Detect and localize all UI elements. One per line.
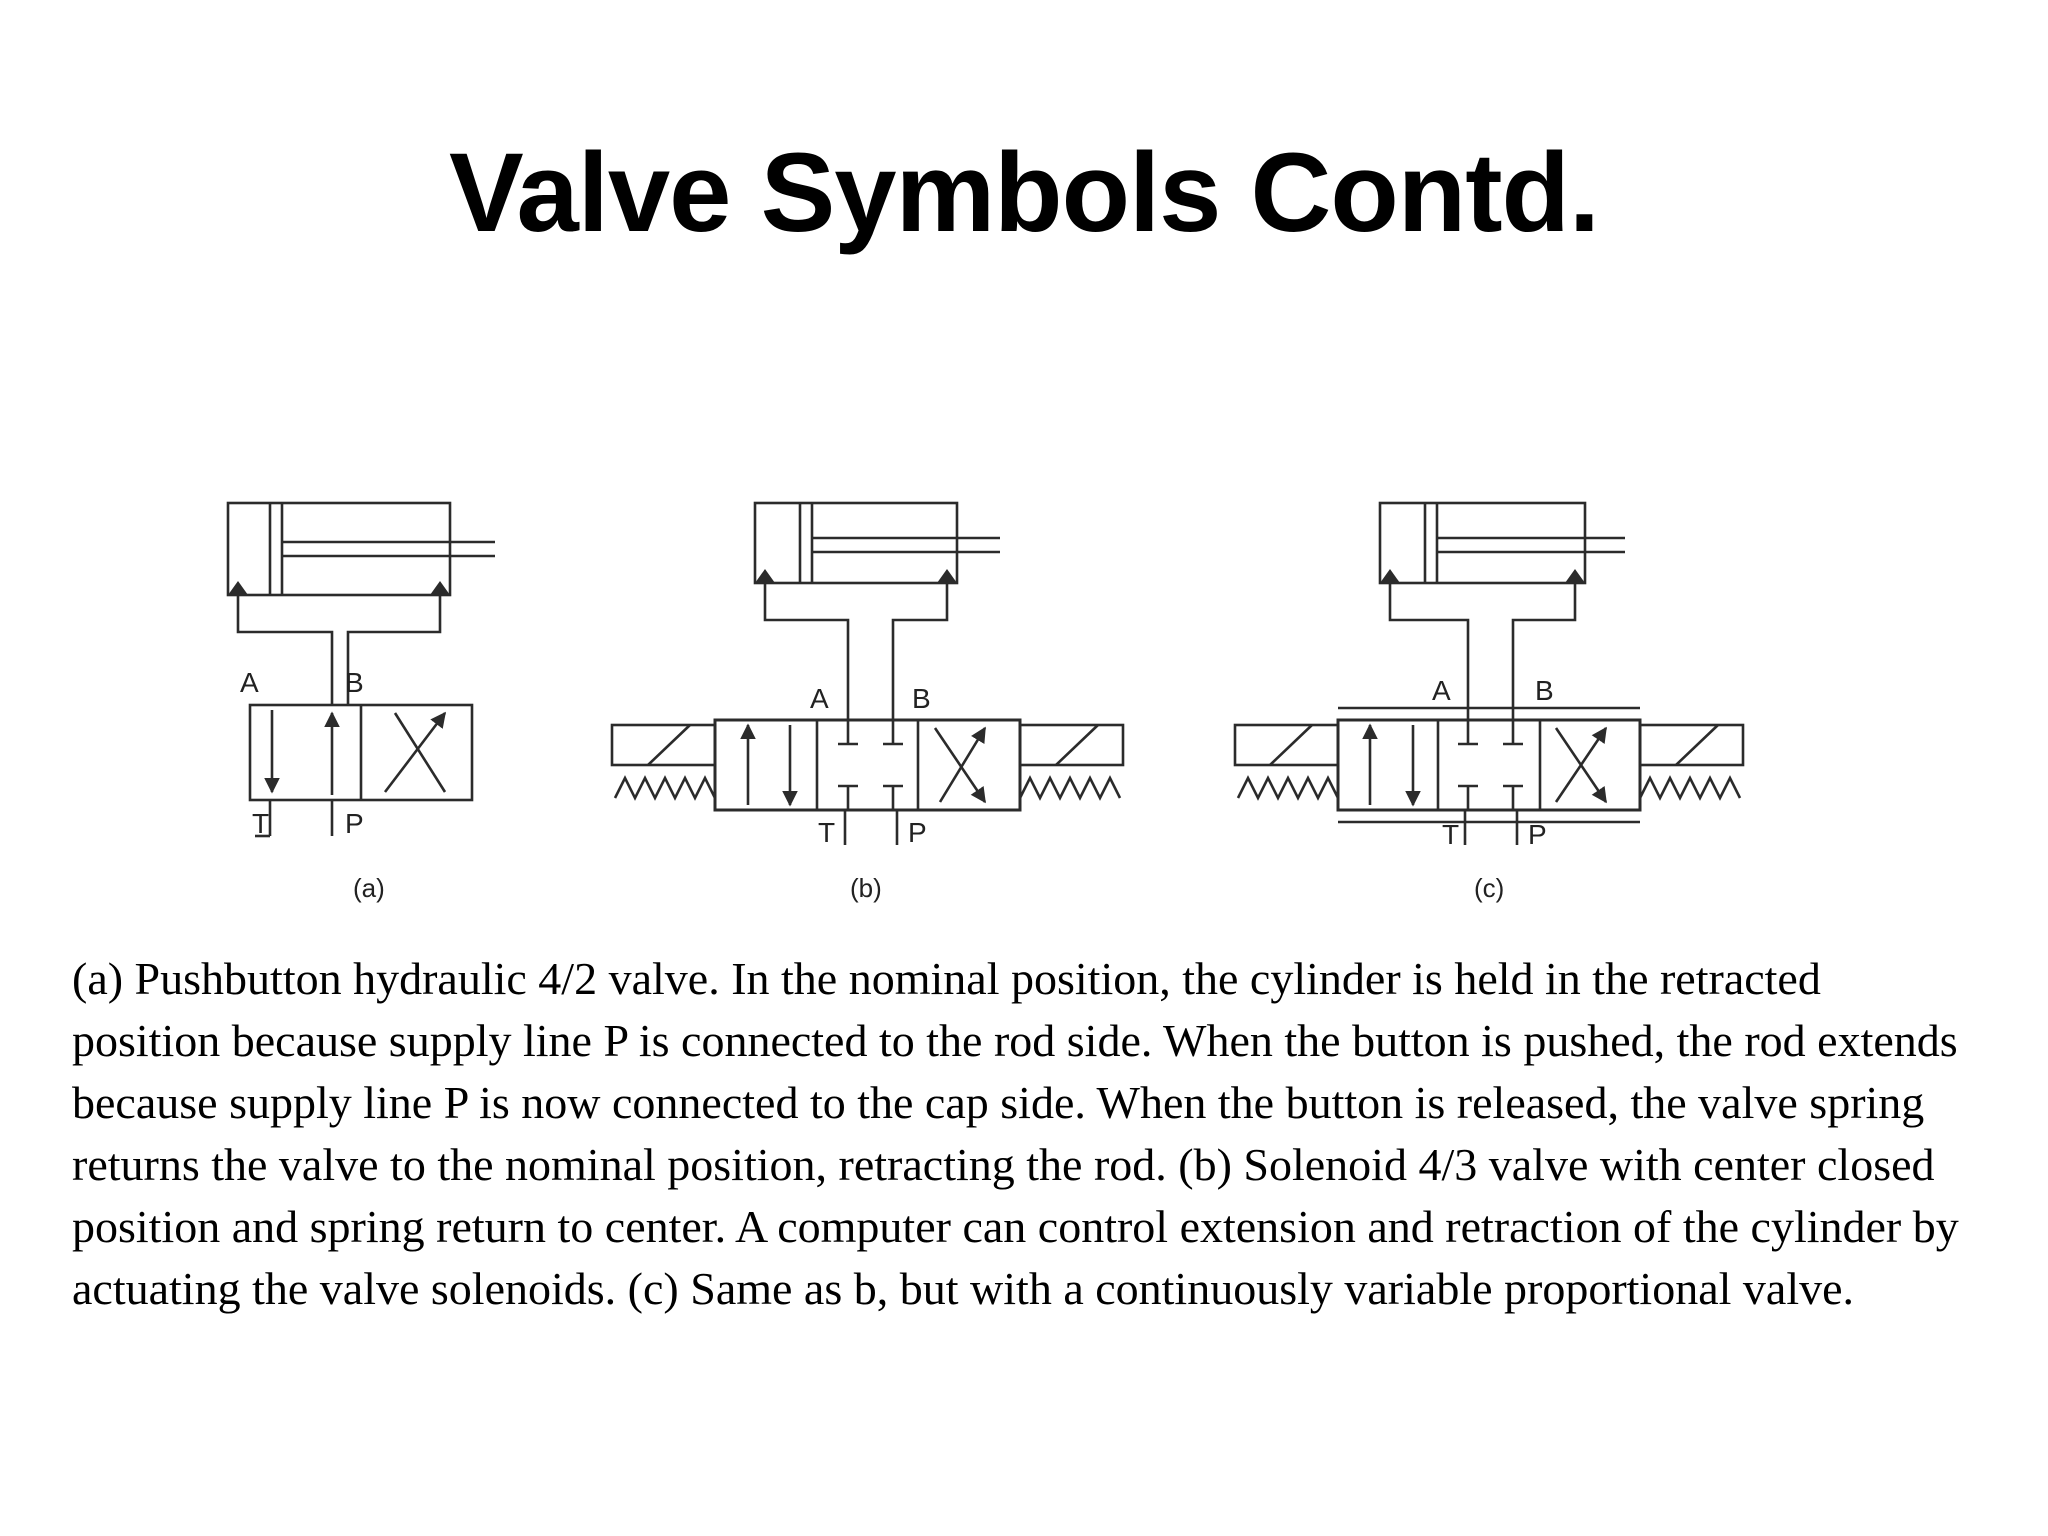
valve-symbols-figure [0, 480, 2048, 920]
figure-label-b: (b) [850, 873, 882, 903]
diagram-b-solenoid-4-3-valve [612, 503, 1123, 903]
valve-symbols-svg [0, 480, 2048, 920]
port-label-b: B [912, 683, 931, 714]
port-label-t: T [1442, 819, 1460, 850]
port-label-a: A [810, 683, 829, 714]
port-label-p: P [345, 808, 364, 839]
port-label-b: B [1535, 675, 1554, 706]
cylinder-c [1380, 503, 1625, 583]
valve-c [1235, 708, 1743, 822]
port-label-p: P [1528, 819, 1547, 850]
port-label-t: T [818, 817, 836, 848]
valve-a [250, 705, 472, 800]
port-label-a: A [1432, 675, 1451, 706]
lines-b [765, 583, 947, 845]
cylinder-a [228, 503, 495, 595]
diagram-a-pushbutton-4-2-valve [228, 503, 495, 903]
port-label-a: A [240, 667, 259, 698]
port-label-p: P [908, 817, 927, 848]
port-label-b: B [345, 667, 364, 698]
port-label-t: T [252, 808, 270, 839]
cylinder-b [755, 503, 1000, 583]
figure-label-a: (a) [353, 873, 385, 903]
figure-label-c: (c) [1474, 873, 1505, 903]
figure-caption: (a) Pushbutton hydraulic 4/2 valve. In the nominal position, the cylinder is held in the retracted position because supply line P is connected to the rod side. When the button is pushed, the rod extends because supply line P is now connected to the cap side. When the button is released, the valve spring returns the valve to the nominal position, retracting the rod. (b) Solenoid 4/3 valve with center closed position and spring return to center. A computer can control extension and retraction of the cylinder by actuating the valve solenoids. (c) Same as b, but with a continuously variable proportional valve. [72, 953, 1959, 1314]
diagram-c-proportional-valve [1235, 503, 1743, 903]
valve-b [612, 720, 1123, 810]
slide-title: Valve Symbols Contd. [448, 130, 1600, 255]
lines-c [1390, 583, 1575, 845]
